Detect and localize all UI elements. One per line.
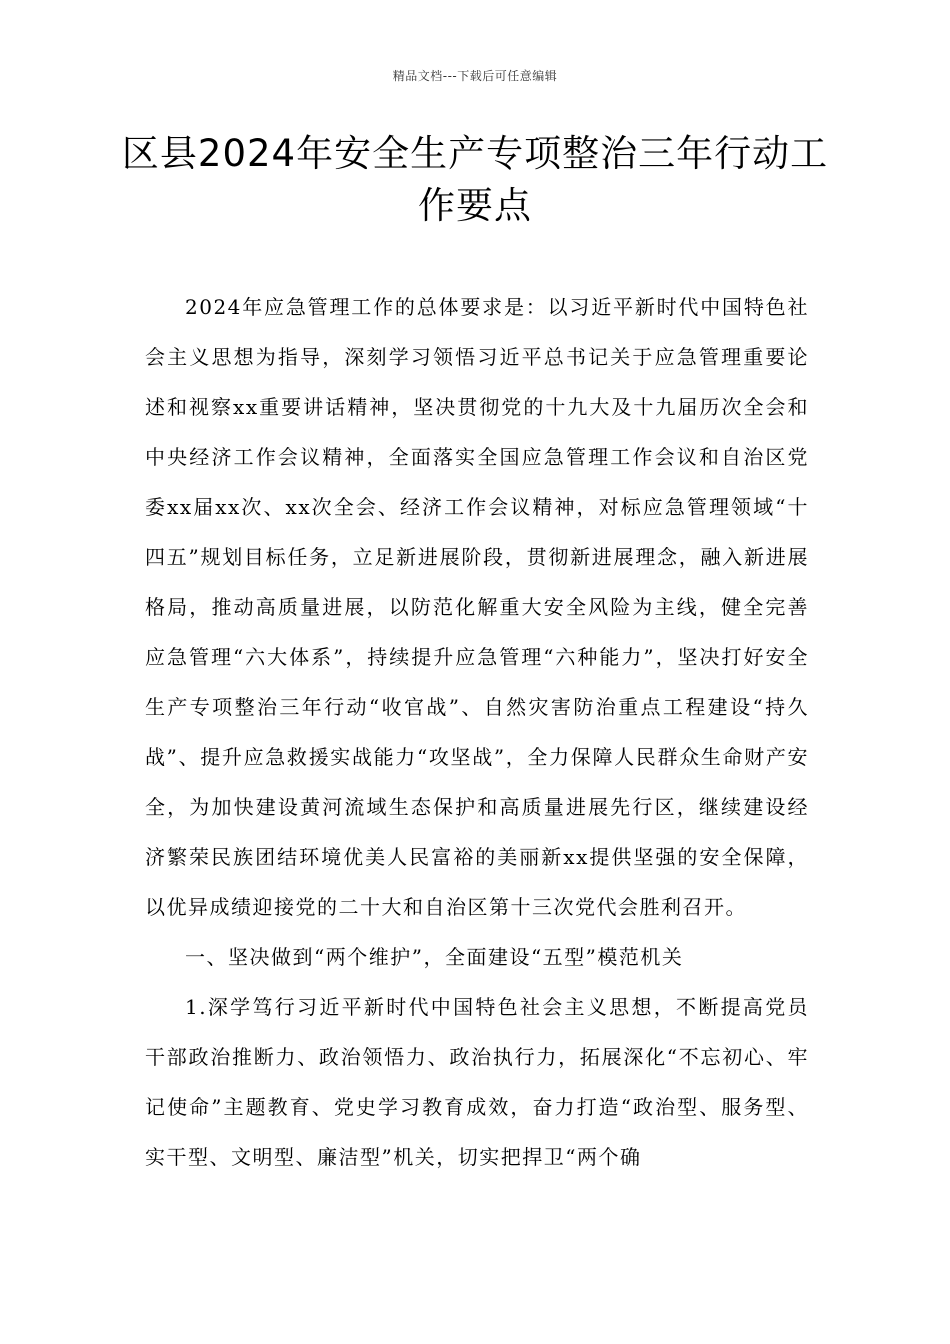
document-title: 区县2024年安全生产专项整治三年行动工作要点 — [121, 132, 829, 227]
paragraph-item-1: 1.深学笃行习近平新时代中国特色社会主义思想，不断提高党员干部政治推断力、政治领悟力、政治执行力，拓展深化“不忘初心、牢记使命”主题教育、党史学习教育成效，奋力打造“政治型、服务型、实干型、文明型、廉洁型”机关，切实把捍卫“两个确 — [145, 995, 809, 1169]
document-body — [145, 282, 809, 1182]
paragraph-overview: 2024年应急管理工作的总体要求是：以习近平新时代中国特色社会主义思想为指导，深刻学习领悟习近平总书记关于应急管理重要论述和视察xx重要讲话精神，坚决贯彻党的十九大及十九届历次全会和中央经济工作会议精神，全面落实全国应急管理工作会议和自治区党委xx届xx次、xx次全会、经济工作会议精神，对标应急管理领域“十四五”规划目标任务，立足新进展阶段，贯彻新进展理念，融入新进展格局，推动高质量进展，以防范化解重大安全风险为主线，健全完善应急管理“六大体系”，持续提升应急管理“六种能力”，坚决打好安全生产专项整治三年行动“收官战”、自然灾害防治重点工程建设“持久战”、提升应急救援实战能力“攻坚战”，全力保障人民群众生命财产安全，为加快建设黄河流域生态保护和高质量进展先行区，继续建设经济繁荣民族团结环境优美人民富裕的美丽新xx提供坚强的安全保障，以优异成绩迎接党的二十大和自治区第十三次党代会胜利召开。 — [145, 295, 809, 919]
section-heading-1: 一、坚决做到“两个维护”，全面建设“五型”模范机关 — [185, 945, 684, 969]
header-note: 精品文档---下载后可任意编辑 — [392, 69, 558, 83]
